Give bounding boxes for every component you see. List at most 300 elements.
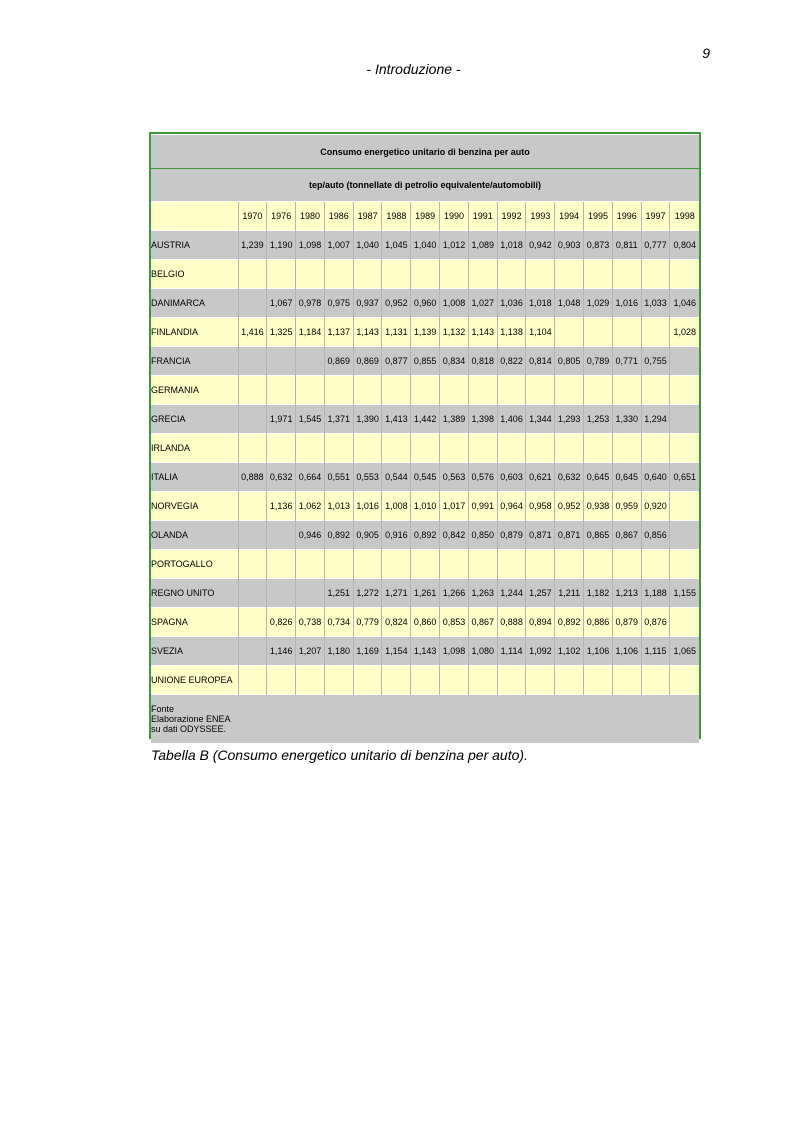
country-name-cell: DANIMARCA [151, 289, 238, 318]
value-cell [641, 318, 670, 347]
value-cell [670, 347, 699, 376]
value-cell: 1,207 [296, 637, 325, 666]
year-header-cell: 1998 [670, 202, 699, 231]
value-cell: 0,640 [641, 463, 670, 492]
value-cell [526, 376, 555, 405]
value-cell [238, 260, 267, 289]
value-cell: 1,106 [584, 637, 613, 666]
value-cell: 1,016 [353, 492, 382, 521]
value-cell [440, 550, 469, 579]
value-cell [353, 666, 382, 695]
value-cell: 0,824 [382, 608, 411, 637]
value-cell: 0,789 [584, 347, 613, 376]
value-cell [670, 260, 699, 289]
table-row [151, 463, 699, 492]
value-cell: 0,632 [555, 463, 584, 492]
value-cell: 0,946 [296, 521, 325, 550]
value-cell: 0,860 [411, 608, 440, 637]
value-cell [296, 434, 325, 463]
year-header-row [151, 202, 699, 231]
value-cell: 0,938 [584, 492, 613, 521]
value-cell [555, 260, 584, 289]
value-cell: 1,266 [440, 579, 469, 608]
value-cell: 0,873 [584, 231, 613, 260]
value-cell: 0,621 [526, 463, 555, 492]
value-cell: 0,978 [296, 289, 325, 318]
source-empty-cell [670, 695, 699, 744]
source-line: su dati ODYSSEE. [151, 724, 227, 734]
value-cell: 0,553 [353, 463, 382, 492]
value-cell: 1,048 [555, 289, 584, 318]
value-cell: 1,271 [382, 579, 411, 608]
table-row [151, 608, 699, 637]
value-cell: 1,188 [641, 579, 670, 608]
country-name-cell: NORVEGIA [151, 492, 238, 521]
value-cell [612, 260, 641, 289]
value-cell: 0,777 [641, 231, 670, 260]
value-cell: 1,106 [612, 637, 641, 666]
value-cell: 0,545 [411, 463, 440, 492]
value-cell: 1,294 [641, 405, 670, 434]
value-cell [238, 579, 267, 608]
table-row [151, 376, 699, 405]
value-cell: 0,811 [612, 231, 641, 260]
value-cell [238, 347, 267, 376]
value-cell: 1,390 [353, 405, 382, 434]
value-cell: 1,029 [584, 289, 613, 318]
value-cell [238, 434, 267, 463]
value-cell: 1,239 [238, 231, 267, 260]
table-row [151, 492, 699, 521]
value-cell: 1,330 [612, 405, 641, 434]
value-cell: 1,371 [324, 405, 353, 434]
value-cell: 0,551 [324, 463, 353, 492]
value-cell [497, 260, 526, 289]
value-cell: 1,545 [296, 405, 325, 434]
value-cell: 1,169 [353, 637, 382, 666]
value-cell [468, 260, 497, 289]
source-empty-cell [555, 695, 584, 744]
value-cell: 0,877 [382, 347, 411, 376]
value-cell: 0,865 [584, 521, 613, 550]
value-cell [670, 434, 699, 463]
value-cell [526, 260, 555, 289]
value-cell: 1,067 [267, 289, 296, 318]
table-row [151, 318, 699, 347]
value-cell: 0,855 [411, 347, 440, 376]
value-cell: 1,008 [382, 492, 411, 521]
value-cell: 1,092 [526, 637, 555, 666]
value-cell [238, 492, 267, 521]
value-cell: 0,842 [440, 521, 469, 550]
country-name-cell: OLANDA [151, 521, 238, 550]
value-cell [238, 405, 267, 434]
table-row [151, 405, 699, 434]
value-cell [612, 550, 641, 579]
value-cell: 1,033 [641, 289, 670, 318]
value-cell: 1,263 [468, 579, 497, 608]
value-cell: 1,062 [296, 492, 325, 521]
value-cell [670, 376, 699, 405]
source-empty-cell [382, 695, 411, 744]
country-name-cell: GERMANIA [151, 376, 238, 405]
value-cell [353, 260, 382, 289]
year-header-cell: 1994 [555, 202, 584, 231]
value-cell: 1,344 [526, 405, 555, 434]
value-cell: 0,822 [497, 347, 526, 376]
value-cell [353, 376, 382, 405]
value-cell [584, 376, 613, 405]
value-cell: 0,826 [267, 608, 296, 637]
value-cell [267, 579, 296, 608]
value-cell: 0,888 [497, 608, 526, 637]
value-cell: 1,413 [382, 405, 411, 434]
value-cell [440, 666, 469, 695]
table-row [151, 231, 699, 260]
value-cell: 1,098 [440, 637, 469, 666]
value-cell: 1,018 [526, 289, 555, 318]
value-cell: 1,272 [353, 579, 382, 608]
year-header-cell: 1991 [468, 202, 497, 231]
value-cell: 1,190 [267, 231, 296, 260]
country-name-cell: BELGIO [151, 260, 238, 289]
value-cell: 1,010 [411, 492, 440, 521]
value-cell [497, 376, 526, 405]
country-name-cell: AUSTRIA [151, 231, 238, 260]
data-table-container [149, 132, 701, 739]
value-cell [382, 550, 411, 579]
value-cell: 0,952 [555, 492, 584, 521]
value-cell: 0,867 [612, 521, 641, 550]
value-cell: 1,143 [411, 637, 440, 666]
value-cell [411, 260, 440, 289]
value-cell [296, 260, 325, 289]
value-cell [267, 550, 296, 579]
source-empty-cell [238, 695, 267, 744]
source-empty-cell [612, 695, 641, 744]
value-cell [670, 666, 699, 695]
value-cell: 0,886 [584, 608, 613, 637]
value-cell [238, 608, 267, 637]
year-header-cell: 1987 [353, 202, 382, 231]
value-cell [382, 376, 411, 405]
value-cell: 1,416 [238, 318, 267, 347]
value-cell [670, 405, 699, 434]
value-cell [555, 434, 584, 463]
value-cell: 1,027 [468, 289, 497, 318]
value-cell [324, 550, 353, 579]
table-row [151, 289, 699, 318]
year-header-cell: 1989 [411, 202, 440, 231]
value-cell: 1,143 [468, 318, 497, 347]
value-cell: 0,738 [296, 608, 325, 637]
value-cell [296, 376, 325, 405]
value-cell [267, 376, 296, 405]
value-cell: 1,139 [411, 318, 440, 347]
source-line: Fonte [151, 704, 175, 714]
value-cell: 1,325 [267, 318, 296, 347]
value-cell: 0,959 [612, 492, 641, 521]
value-cell: 1,102 [555, 637, 584, 666]
value-cell: 0,903 [555, 231, 584, 260]
value-cell [555, 666, 584, 695]
year-header-cell: 1993 [526, 202, 555, 231]
value-cell: 1,211 [555, 579, 584, 608]
year-header-cell: 1976 [267, 202, 296, 231]
country-name-cell: REGNO UNITO [151, 579, 238, 608]
value-cell [296, 347, 325, 376]
value-cell: 0,645 [612, 463, 641, 492]
value-cell: 1,442 [411, 405, 440, 434]
value-cell [324, 260, 353, 289]
year-header-cell: 1970 [238, 202, 267, 231]
value-cell [584, 434, 613, 463]
value-cell: 1,115 [641, 637, 670, 666]
value-cell [238, 637, 267, 666]
table-row [151, 347, 699, 376]
value-cell: 0,645 [584, 463, 613, 492]
value-cell: 0,905 [353, 521, 382, 550]
value-cell: 0,804 [670, 231, 699, 260]
value-cell: 0,869 [353, 347, 382, 376]
value-cell [641, 376, 670, 405]
year-header-cell: 1980 [296, 202, 325, 231]
value-cell: 1,007 [324, 231, 353, 260]
value-cell: 1,028 [670, 318, 699, 347]
value-cell [468, 376, 497, 405]
table-subtitle: tep/auto (tonnellate di petrolio equivalente/automobili) [151, 169, 699, 202]
value-cell [526, 550, 555, 579]
value-cell: 0,871 [526, 521, 555, 550]
value-cell [584, 550, 613, 579]
value-cell: 0,892 [555, 608, 584, 637]
value-cell: 1,098 [296, 231, 325, 260]
source-empty-cell [324, 695, 353, 744]
value-cell: 1,184 [296, 318, 325, 347]
country-name-cell: FRANCIA [151, 347, 238, 376]
value-cell: 1,398 [468, 405, 497, 434]
value-cell [584, 318, 613, 347]
table-subtitle-row [151, 169, 699, 202]
country-name-cell: PORTOGALLO [151, 550, 238, 579]
value-cell [411, 550, 440, 579]
value-cell: 0,920 [641, 492, 670, 521]
value-cell [296, 550, 325, 579]
value-cell: 0,834 [440, 347, 469, 376]
value-cell: 0,892 [411, 521, 440, 550]
value-cell [526, 434, 555, 463]
value-cell: 0,664 [296, 463, 325, 492]
value-cell: 0,576 [468, 463, 497, 492]
value-cell: 1,213 [612, 579, 641, 608]
table-row [151, 637, 699, 666]
value-cell: 0,734 [324, 608, 353, 637]
value-cell: 1,008 [440, 289, 469, 318]
page-number: 9 [702, 45, 710, 61]
value-cell: 0,544 [382, 463, 411, 492]
table-row [151, 260, 699, 289]
value-cell [238, 550, 267, 579]
value-cell [670, 550, 699, 579]
value-cell [526, 666, 555, 695]
source-line: Elaborazione ENEA [151, 714, 231, 724]
value-cell [641, 434, 670, 463]
value-cell: 0,805 [555, 347, 584, 376]
value-cell [555, 376, 584, 405]
value-cell [411, 376, 440, 405]
value-cell [555, 550, 584, 579]
value-cell: 0,779 [353, 608, 382, 637]
source-empty-cell [497, 695, 526, 744]
value-cell: 1,257 [526, 579, 555, 608]
value-cell: 0,952 [382, 289, 411, 318]
value-cell [468, 434, 497, 463]
country-name-cell: IRLANDA [151, 434, 238, 463]
value-cell: 1,138 [497, 318, 526, 347]
year-header-cell: 1986 [324, 202, 353, 231]
value-cell: 0,876 [641, 608, 670, 637]
value-cell [670, 492, 699, 521]
value-cell [468, 666, 497, 695]
value-cell: 1,040 [411, 231, 440, 260]
value-cell [411, 434, 440, 463]
value-cell [641, 550, 670, 579]
value-cell [238, 289, 267, 318]
country-name-cell: ITALIA [151, 463, 238, 492]
value-cell: 1,131 [382, 318, 411, 347]
source-empty-cell [641, 695, 670, 744]
year-header-cell: 1990 [440, 202, 469, 231]
value-cell [238, 666, 267, 695]
source-empty-cell [267, 695, 296, 744]
value-cell: 0,856 [641, 521, 670, 550]
value-cell [382, 260, 411, 289]
value-cell [267, 260, 296, 289]
country-name-cell: SPAGNA [151, 608, 238, 637]
year-header-cell: 1988 [382, 202, 411, 231]
year-header-cell: 1992 [497, 202, 526, 231]
value-cell: 0,850 [468, 521, 497, 550]
value-cell: 0,818 [468, 347, 497, 376]
value-cell [641, 260, 670, 289]
source-note [151, 695, 238, 744]
value-cell: 0,651 [670, 463, 699, 492]
value-cell [584, 666, 613, 695]
table-row [151, 550, 699, 579]
value-cell: 0,892 [324, 521, 353, 550]
value-cell: 0,869 [324, 347, 353, 376]
value-cell: 0,894 [526, 608, 555, 637]
value-cell: 0,814 [526, 347, 555, 376]
value-cell [612, 666, 641, 695]
value-cell: 1,154 [382, 637, 411, 666]
value-cell: 0,867 [468, 608, 497, 637]
value-cell [584, 260, 613, 289]
value-cell: 1,143 [353, 318, 382, 347]
value-cell: 1,293 [555, 405, 584, 434]
data-table [151, 134, 699, 743]
value-cell [382, 666, 411, 695]
year-header-cell: 1995 [584, 202, 613, 231]
value-cell [612, 318, 641, 347]
value-cell: 0,964 [497, 492, 526, 521]
value-cell: 0,632 [267, 463, 296, 492]
year-header-cell: 1996 [612, 202, 641, 231]
value-cell [440, 260, 469, 289]
value-cell: 1,012 [440, 231, 469, 260]
value-cell: 0,771 [612, 347, 641, 376]
value-cell [353, 434, 382, 463]
table-title-row [151, 135, 699, 169]
value-cell: 1,045 [382, 231, 411, 260]
running-header: - Introduzione - [366, 61, 461, 77]
value-cell: 0,937 [353, 289, 382, 318]
source-empty-cell [468, 695, 497, 744]
value-cell: 1,137 [324, 318, 353, 347]
value-cell: 0,916 [382, 521, 411, 550]
value-cell [267, 434, 296, 463]
country-name-cell: GRECIA [151, 405, 238, 434]
value-cell: 1,040 [353, 231, 382, 260]
value-cell: 1,013 [324, 492, 353, 521]
value-cell: 0,871 [555, 521, 584, 550]
value-cell [324, 434, 353, 463]
country-name-cell: SVEZIA [151, 637, 238, 666]
table-row [151, 579, 699, 608]
value-cell: 1,155 [670, 579, 699, 608]
table-row [151, 434, 699, 463]
value-cell: 1,046 [670, 289, 699, 318]
value-cell [296, 579, 325, 608]
value-cell [267, 347, 296, 376]
value-cell [497, 434, 526, 463]
country-name-cell: UNIONE EUROPEA [151, 666, 238, 695]
value-cell [296, 666, 325, 695]
value-cell: 1,104 [526, 318, 555, 347]
value-cell [267, 666, 296, 695]
value-cell: 1,182 [584, 579, 613, 608]
source-empty-cell [353, 695, 382, 744]
value-cell [440, 376, 469, 405]
value-cell [497, 666, 526, 695]
source-row [151, 695, 699, 744]
value-cell: 1,146 [267, 637, 296, 666]
source-empty-cell [440, 695, 469, 744]
value-cell [238, 376, 267, 405]
value-cell: 0,888 [238, 463, 267, 492]
source-empty-cell [584, 695, 613, 744]
value-cell: 1,406 [497, 405, 526, 434]
value-cell: 1,244 [497, 579, 526, 608]
value-cell: 1,261 [411, 579, 440, 608]
value-cell: 0,853 [440, 608, 469, 637]
value-cell: 0,960 [411, 289, 440, 318]
value-cell: 1,180 [324, 637, 353, 666]
value-cell: 1,036 [497, 289, 526, 318]
value-cell [612, 376, 641, 405]
value-cell: 1,251 [324, 579, 353, 608]
value-cell: 0,879 [497, 521, 526, 550]
value-cell: 1,016 [612, 289, 641, 318]
value-cell: 1,389 [440, 405, 469, 434]
table-row [151, 521, 699, 550]
value-cell [353, 550, 382, 579]
value-cell: 1,018 [497, 231, 526, 260]
value-cell: 0,755 [641, 347, 670, 376]
value-cell: 1,065 [670, 637, 699, 666]
value-cell [324, 666, 353, 695]
value-cell: 1,136 [267, 492, 296, 521]
